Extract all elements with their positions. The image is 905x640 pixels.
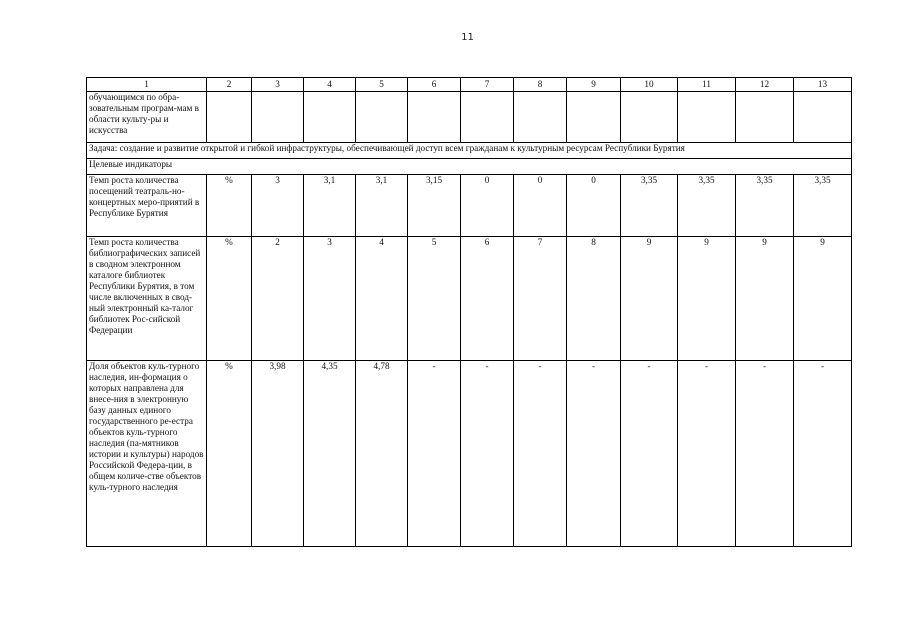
value-cell: 9: [678, 237, 736, 361]
table-cell: [794, 92, 852, 143]
indicator-label: Доля объектов куль-турного наследия, ин-формация о которых направлена для внесе-ния в электронную базу данных единого государственного ре-естра объектов куль-турного наследия (па-мятников истории и культуры) народов Российской Федера-ции, в общем количе-стве объектов куль-турного наследия: [87, 361, 207, 547]
column-header: 12: [736, 78, 794, 92]
column-header: 10: [621, 78, 678, 92]
section-row: [87, 159, 852, 175]
value-cell: 5: [408, 237, 461, 361]
table-cell: [514, 92, 567, 143]
section-title: Целевые индикаторы: [87, 159, 852, 175]
table-cell: [408, 92, 461, 143]
table-cell: [252, 92, 304, 143]
value-cell: 0: [461, 175, 514, 237]
value-cell: 3,35: [621, 175, 678, 237]
value-cell: 3,35: [736, 175, 794, 237]
table-cell: [567, 92, 621, 143]
unit-cell: %: [207, 175, 252, 237]
column-header: 13: [794, 78, 852, 92]
table-row: [87, 361, 852, 547]
column-header: 3: [252, 78, 304, 92]
table-cell: [736, 92, 794, 143]
value-cell: -: [678, 361, 736, 547]
table-row-continued: [87, 92, 852, 143]
task-row: [87, 143, 852, 159]
table-cell: [461, 92, 514, 143]
value-cell: 3: [252, 175, 304, 237]
indicator-label: Темп роста количества посещений театраль-но-концертных меро-приятий в Республике Бурятия: [87, 175, 207, 237]
value-cell: 8: [567, 237, 621, 361]
value-cell: 4: [356, 237, 408, 361]
value-cell: 6: [461, 237, 514, 361]
column-header: 4: [304, 78, 356, 92]
column-header: 9: [567, 78, 621, 92]
value-cell: 4,35: [304, 361, 356, 547]
column-header-row: [87, 78, 852, 92]
indicator-label: обучающимся по обра-зовательным програм-мам в области культу-ры и искусства: [87, 92, 207, 143]
table-cell: [356, 92, 408, 143]
unit-cell: %: [207, 237, 252, 361]
value-cell: 9: [736, 237, 794, 361]
value-cell: 3,1: [356, 175, 408, 237]
page-number: 11: [461, 32, 474, 43]
task-text: Задача: создание и развитие открытой и гибкой инфраструктуры, обеспечивающей доступ всем гражданам к культурным ресурсам Республики Бурятия: [87, 143, 852, 159]
value-cell: 0: [514, 175, 567, 237]
table-cell: [207, 92, 252, 143]
unit-cell: %: [207, 361, 252, 547]
value-cell: -: [514, 361, 567, 547]
value-cell: 3: [304, 237, 356, 361]
value-cell: -: [736, 361, 794, 547]
value-cell: 0: [567, 175, 621, 237]
column-header: 1: [87, 78, 207, 92]
indicator-label: Темп роста количества библиографических записей в сводном электронном каталоге библиотек Республики Бурятия, в том числе включенных в свод-ный электронный ка-талог библиотек Рос-сийской Федерации: [87, 237, 207, 361]
value-cell: 3,98: [252, 361, 304, 547]
column-header: 5: [356, 78, 408, 92]
column-header: 6: [408, 78, 461, 92]
table-row: [87, 237, 852, 361]
value-cell: -: [794, 361, 852, 547]
value-cell: -: [461, 361, 514, 547]
value-cell: 3,1: [304, 175, 356, 237]
value-cell: -: [408, 361, 461, 547]
value-cell: 3,15: [408, 175, 461, 237]
value-cell: 2: [252, 237, 304, 361]
value-cell: 3,35: [794, 175, 852, 237]
column-header: 7: [461, 78, 514, 92]
value-cell: -: [621, 361, 678, 547]
value-cell: 7: [514, 237, 567, 361]
column-header: 11: [678, 78, 736, 92]
value-cell: 3,35: [678, 175, 736, 237]
column-header: 8: [514, 78, 567, 92]
table-cell: [304, 92, 356, 143]
indicators-table: [86, 77, 852, 547]
value-cell: 9: [794, 237, 852, 361]
column-header: 2: [207, 78, 252, 92]
table-cell: [621, 92, 678, 143]
table-row: [87, 175, 852, 237]
table-cell: [678, 92, 736, 143]
value-cell: -: [567, 361, 621, 547]
value-cell: 4,78: [356, 361, 408, 547]
value-cell: 9: [621, 237, 678, 361]
